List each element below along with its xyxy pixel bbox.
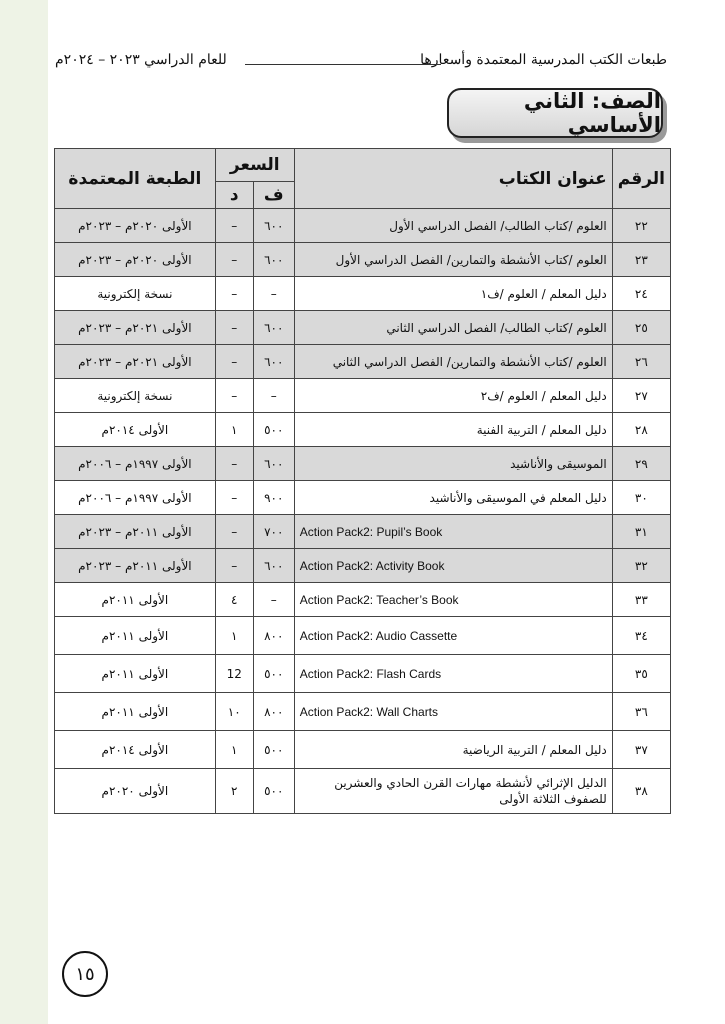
row-number: ٣١	[612, 515, 670, 549]
row-fils: –	[253, 277, 294, 311]
row-number: ٣٨	[612, 769, 670, 814]
books-table	[54, 148, 671, 814]
row-fils: ٦٠٠	[253, 549, 294, 583]
row-dinar: ٢	[215, 769, 253, 814]
row-edition: الأولى ١٩٩٧م – ٢٠٠٦م	[55, 447, 216, 481]
row-title: الدليل الإثرائي لأنشطة مهارات القرن الحادي والعشرين للصفوف الثلاثة الأولى	[294, 769, 612, 814]
row-number: ٢٦	[612, 345, 670, 379]
row-edition: الأولى ٢٠١٤م	[55, 731, 216, 769]
row-dinar: ٤	[215, 583, 253, 617]
header-title: طبعات الكتب المدرسية المعتمدة وأسعارها	[420, 52, 667, 68]
row-title: Action Pack2: Activity Book	[294, 549, 612, 583]
row-dinar: ١	[215, 731, 253, 769]
row-number: ٢٨	[612, 413, 670, 447]
row-title: دليل المعلم / العلوم /ف١	[294, 277, 612, 311]
row-dinar: –	[215, 447, 253, 481]
row-dinar: –	[215, 345, 253, 379]
row-edition: الأولى ٢٠٢٠م – ٢٠٢٣م	[55, 209, 216, 243]
header-title-col: عنوان الكتاب	[294, 149, 612, 209]
row-fils: ٦٠٠	[253, 447, 294, 481]
row-dinar: 12	[215, 655, 253, 693]
table-row	[55, 379, 671, 413]
row-fils: ٧٠٠	[253, 515, 294, 549]
row-fils: ٦٠٠	[253, 209, 294, 243]
row-number: ٣٤	[612, 617, 670, 655]
header-divider	[245, 64, 441, 65]
row-fils: ٥٠٠	[253, 731, 294, 769]
row-title: العلوم /كتاب الطالب/ الفصل الدراسي الأول	[294, 209, 612, 243]
row-edition: الأولى ٢٠٢١م – ٢٠٢٣م	[55, 311, 216, 345]
row-number: ٢٧	[612, 379, 670, 413]
row-edition: الأولى ٢٠٢١م – ٢٠٢٣م	[55, 345, 216, 379]
table-row	[55, 583, 671, 617]
row-title: Action Pack2: Audio Cassette	[294, 617, 612, 655]
row-fils: ٥٠٠	[253, 413, 294, 447]
row-dinar: –	[215, 311, 253, 345]
row-title: العلوم /كتاب الطالب/ الفصل الدراسي الثاني	[294, 311, 612, 345]
header-year: للعام الدراسي ٢٠٢٣ – ٢٠٢٤م	[55, 52, 227, 68]
table-row	[55, 311, 671, 345]
row-number: ٢٢	[612, 209, 670, 243]
header-edition: الطبعة المعتمدة	[55, 149, 216, 209]
row-fils: –	[253, 583, 294, 617]
row-dinar: –	[215, 549, 253, 583]
row-dinar: ١	[215, 413, 253, 447]
row-edition: الأولى ١٩٩٧م – ٢٠٠٦م	[55, 481, 216, 515]
row-title: دليل المعلم في الموسيقى والأناشيد	[294, 481, 612, 515]
row-dinar: –	[215, 277, 253, 311]
side-strip	[0, 0, 48, 1024]
row-title: Action Pack2: Pupil’s Book	[294, 515, 612, 549]
row-title: الموسيقى والأناشيد	[294, 447, 612, 481]
row-dinar: –	[215, 515, 253, 549]
row-number: ٣٦	[612, 693, 670, 731]
page-number-text: ١٥	[75, 963, 95, 985]
table-row	[55, 769, 671, 814]
row-number: ٣٠	[612, 481, 670, 515]
row-number: ٢٣	[612, 243, 670, 277]
table-row	[55, 413, 671, 447]
row-fils: ٨٠٠	[253, 617, 294, 655]
row-dinar: –	[215, 379, 253, 413]
table-row	[55, 655, 671, 693]
row-edition: نسخة إلكترونية	[55, 379, 216, 413]
table-row	[55, 617, 671, 655]
table-row	[55, 515, 671, 549]
row-number: ٣٢	[612, 549, 670, 583]
row-fils: –	[253, 379, 294, 413]
row-edition: الأولى ٢٠٢٠م	[55, 769, 216, 814]
table-row	[55, 549, 671, 583]
grade-label-text: الصف: الثاني الأساسي	[523, 89, 661, 137]
row-dinar: –	[215, 243, 253, 277]
table-row	[55, 693, 671, 731]
row-number: ٢٩	[612, 447, 670, 481]
row-title: Action Pack2: Wall Charts	[294, 693, 612, 731]
row-fils: ٥٠٠	[253, 769, 294, 814]
row-edition: الأولى ٢٠١١م	[55, 655, 216, 693]
row-fils: ٨٠٠	[253, 693, 294, 731]
row-fils: ٦٠٠	[253, 345, 294, 379]
header-number: الرقم	[612, 149, 670, 209]
row-dinar: ١	[215, 617, 253, 655]
row-edition: الأولى ٢٠١١م – ٢٠٢٣م	[55, 549, 216, 583]
row-edition: الأولى ٢٠١١م – ٢٠٢٣م	[55, 515, 216, 549]
table-row	[55, 345, 671, 379]
row-number: ٣٣	[612, 583, 670, 617]
header-price: السعر	[215, 149, 294, 182]
table-row	[55, 447, 671, 481]
table-row	[55, 243, 671, 277]
row-edition: الأولى ٢٠١١م	[55, 583, 216, 617]
row-edition: الأولى ٢٠١١م	[55, 617, 216, 655]
row-number: ٢٥	[612, 311, 670, 345]
row-edition: الأولى ٢٠١١م	[55, 693, 216, 731]
row-dinar: ١٠	[215, 693, 253, 731]
row-edition: نسخة إلكترونية	[55, 277, 216, 311]
row-title: Action Pack2: Teacher’s Book	[294, 583, 612, 617]
row-title: دليل المعلم / التربية الفنية	[294, 413, 612, 447]
row-title: دليل المعلم / العلوم /ف٢	[294, 379, 612, 413]
row-number: ٢٤	[612, 277, 670, 311]
row-number: ٣٧	[612, 731, 670, 769]
table-row	[55, 481, 671, 515]
header-dinar: د	[215, 182, 253, 209]
header-fils: ف	[253, 182, 294, 209]
row-dinar: –	[215, 209, 253, 243]
row-number: ٣٥	[612, 655, 670, 693]
table-row	[55, 209, 671, 243]
grade-label	[447, 88, 663, 138]
table-row	[55, 277, 671, 311]
row-title: العلوم /كتاب الأنشطة والتمارين/ الفصل الدراسي الأول	[294, 243, 612, 277]
row-fils: ٦٠٠	[253, 243, 294, 277]
table-row	[55, 731, 671, 769]
page-number	[62, 951, 108, 997]
row-title: دليل المعلم / التربية الرياضية	[294, 731, 612, 769]
row-edition: الأولى ٢٠٢٠م – ٢٠٢٣م	[55, 243, 216, 277]
row-fils: ٩٠٠	[253, 481, 294, 515]
row-fils: ٥٠٠	[253, 655, 294, 693]
row-edition: الأولى ٢٠١٤م	[55, 413, 216, 447]
row-title: العلوم /كتاب الأنشطة والتمارين/ الفصل الدراسي الثاني	[294, 345, 612, 379]
page-header	[55, 50, 667, 74]
row-fils: ٦٠٠	[253, 311, 294, 345]
row-dinar: –	[215, 481, 253, 515]
row-title: Action Pack2: Flash Cards	[294, 655, 612, 693]
